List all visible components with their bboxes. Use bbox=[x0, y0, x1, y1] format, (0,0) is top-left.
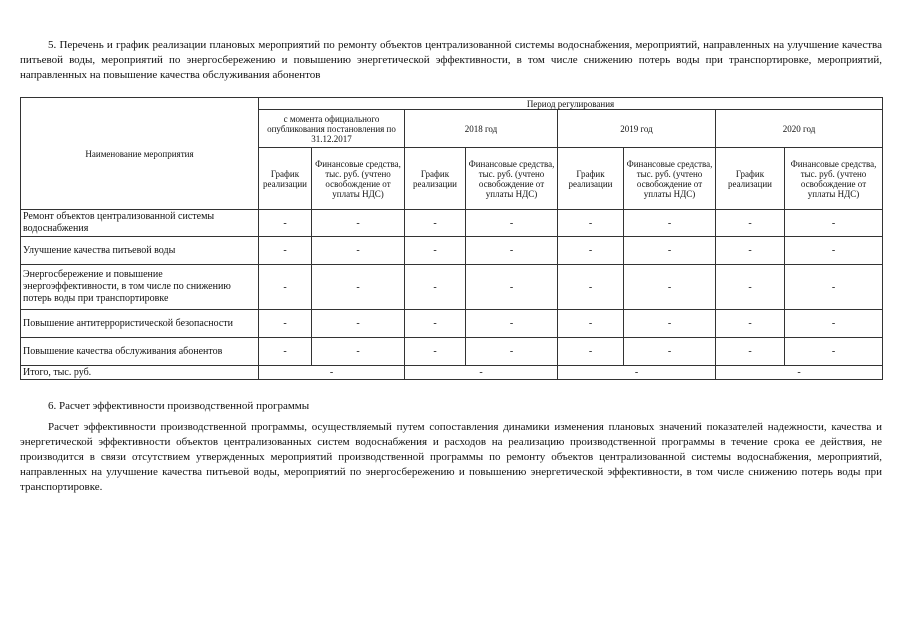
table-cell: - bbox=[405, 338, 466, 366]
period-header-2017: с момента официального опубликования постановления по 31.12.2017 bbox=[259, 110, 405, 148]
table-cell: - bbox=[466, 265, 558, 310]
table-cell: - bbox=[405, 237, 466, 265]
table-row bbox=[21, 237, 883, 265]
table-cell: - bbox=[624, 310, 716, 338]
table-cell: - bbox=[405, 310, 466, 338]
table-cell: - bbox=[259, 210, 312, 237]
table-cell: - bbox=[312, 237, 405, 265]
row-name: Повышение антитеррористической безопасности bbox=[21, 310, 259, 338]
table-cell: - bbox=[785, 210, 883, 237]
table-cell: - bbox=[785, 310, 883, 338]
section-6-heading: 6. Расчет эффективности производственной программы bbox=[48, 400, 310, 412]
row-name: Ремонт объектов централизованной системы водоснабжения bbox=[21, 210, 259, 237]
section-5-paragraph: 5. Перечень и график реализации плановых мероприятий по ремонту объектов централизованной системы водоснабжения, мероприятий, направленных на улучшение качества питьевой воды, мероприятий по энергосбережению и повышению энергетической эффективности, в том числе снижению потерь воды при транспортировке, мероприятий, направленных на повышение качества обслуживания абонентов bbox=[20, 39, 882, 81]
sub-header-schedule: График реализации bbox=[558, 148, 624, 210]
table-cell: - bbox=[624, 237, 716, 265]
table-cell: - bbox=[259, 265, 312, 310]
table-cell: - bbox=[466, 210, 558, 237]
period-header: Период регулирования bbox=[259, 98, 883, 110]
total-cell: - bbox=[405, 366, 558, 380]
total-cell: - bbox=[558, 366, 716, 380]
table-cell: - bbox=[259, 310, 312, 338]
table-cell: - bbox=[466, 237, 558, 265]
name-column-header: Наименование мероприятия bbox=[21, 98, 259, 210]
table-cell: - bbox=[558, 265, 624, 310]
table-cell: - bbox=[405, 210, 466, 237]
table-cell: - bbox=[785, 265, 883, 310]
section-6-paragraph: Расчет эффективности производственной программы, осуществляемый путем сопоставления динамики изменения плановых значений показателей надежности, качества и энергетической эффективности объектов централизованных систем водоснабжения и расходов на реализацию производственной программы в течение срока ее действия, не производится в связи отсутствием утвержденных мероприятий производственной программы по ремонту объектов централизованной системы водоснабжения, мероприятий, направленных на улучшение качества питьевой воды, мероприятий по энергосбережению и повышению энергетической эффективности, в том числе снижению потерь воды при транспортировке. bbox=[20, 421, 882, 493]
row-name: Энергосбережение и повышение энергоэффективности, в том числе по снижению потерь воды при транспортировке bbox=[21, 265, 259, 310]
table-row bbox=[21, 338, 883, 366]
table-row bbox=[21, 265, 883, 310]
sub-header-finance: Финансовые средства, тыс. руб. (учтено освобождение от уплаты НДС) bbox=[312, 148, 405, 210]
sub-header-schedule: График реализации bbox=[259, 148, 312, 210]
table-cell: - bbox=[716, 237, 785, 265]
table-cell: - bbox=[716, 310, 785, 338]
table-cell: - bbox=[624, 210, 716, 237]
table-cell: - bbox=[259, 237, 312, 265]
total-cell: - bbox=[716, 366, 883, 380]
table-cell: - bbox=[558, 210, 624, 237]
table-cell: - bbox=[405, 265, 466, 310]
table-cell: - bbox=[312, 210, 405, 237]
table-cell: - bbox=[558, 310, 624, 338]
period-header-2020: 2020 год bbox=[716, 110, 883, 148]
table-cell: - bbox=[785, 237, 883, 265]
table-row bbox=[21, 310, 883, 338]
total-row bbox=[21, 366, 883, 380]
table-cell: - bbox=[624, 338, 716, 366]
table-cell: - bbox=[466, 338, 558, 366]
table-cell: - bbox=[558, 237, 624, 265]
sub-header-schedule: График реализации bbox=[405, 148, 466, 210]
period-header-2018: 2018 год bbox=[405, 110, 558, 148]
table-cell: - bbox=[624, 265, 716, 310]
table-cell: - bbox=[716, 338, 785, 366]
sub-header-finance: Финансовые средства, тыс. руб. (учтено освобождение от уплаты НДС) bbox=[785, 148, 883, 210]
events-table bbox=[20, 97, 883, 380]
table-cell: - bbox=[466, 310, 558, 338]
table-cell: - bbox=[259, 338, 312, 366]
sub-header-finance: Финансовые средства, тыс. руб. (учтено освобождение от уплаты НДС) bbox=[624, 148, 716, 210]
table-cell: - bbox=[312, 265, 405, 310]
table-cell: - bbox=[312, 310, 405, 338]
table-cell: - bbox=[716, 265, 785, 310]
sub-header-finance: Финансовые средства, тыс. руб. (учтено освобождение от уплаты НДС) bbox=[466, 148, 558, 210]
total-cell: - bbox=[259, 366, 405, 380]
table-row bbox=[21, 210, 883, 237]
sub-header-schedule: График реализации bbox=[716, 148, 785, 210]
table-cell: - bbox=[716, 210, 785, 237]
table-cell: - bbox=[558, 338, 624, 366]
row-name: Повышение качества обслуживания абонентов bbox=[21, 338, 259, 366]
total-label: Итого, тыс. руб. bbox=[21, 366, 259, 380]
row-name: Улучшение качества питьевой воды bbox=[21, 237, 259, 265]
table-cell: - bbox=[785, 338, 883, 366]
period-header-2019: 2019 год bbox=[558, 110, 716, 148]
table-cell: - bbox=[312, 338, 405, 366]
